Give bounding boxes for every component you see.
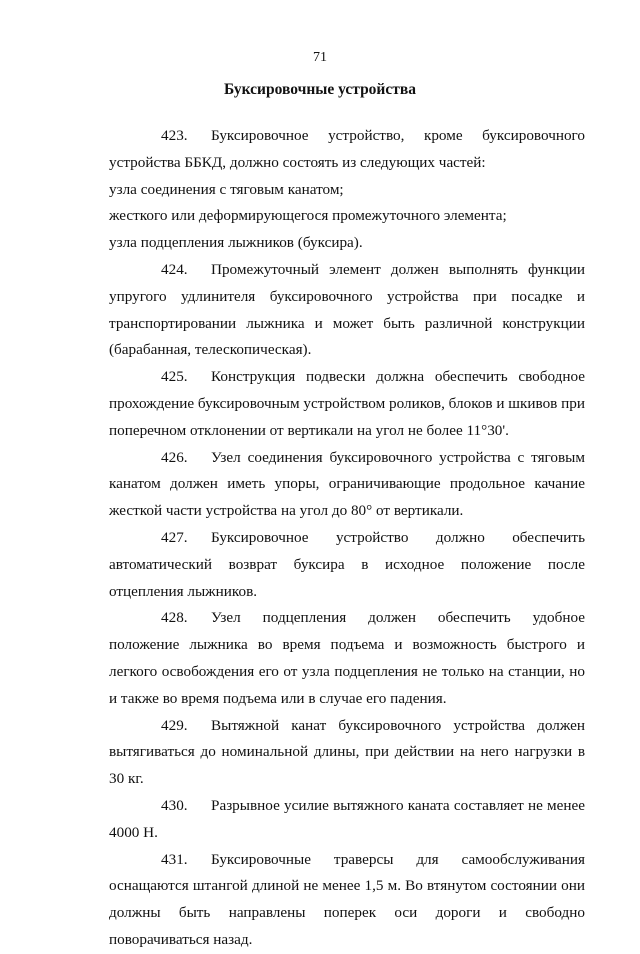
paragraph-number: 425. [161,368,188,386]
paragraph-text: Конструкция подвески должна обеспечить свободное прохождение буксировочным устройством роликов, блоков и шкивов при поперечном отклонении от вертикали на угол не более 11°30'. [109,368,585,439]
paragraph-text: Буксировочные траверсы для самообслуживания оснащаются штангой длиной не менее 1,5 м. Во втянутом состоянии они должны быть направлены поперек оси дороги и свободно поворачиваться назад. [109,850,585,948]
section-heading: Буксировочные устройства [224,81,416,98]
paragraph-number: 428. [161,609,188,627]
paragraph-text: Буксировочное устройство, кроме буксировочного устройства ББКД, должно состоять из следующих частей: [109,127,585,171]
list-item: жесткого или деформирующегося промежуточного элемента; [109,207,507,225]
paragraph-text: Узел подцепления должен обеспечить удобное положение лыжника во время подъема и возможность быстрого и легкого освобождения его от узла подцепления не только на станции, но и также во время подъема или в случае его падения. [109,609,585,707]
list-item: узла соединения с тяговым канатом; [109,180,344,198]
paragraph-431 [109,847,585,954]
paragraph-426 [109,445,585,525]
list-item: узла подцепления лыжников (буксира). [109,234,363,252]
page-number: 71 [313,50,327,65]
paragraph-number: 430. [161,796,188,814]
document-body [109,123,585,954]
paragraph-429 [109,713,585,793]
paragraph-number: 424. [161,260,188,278]
paragraph-text: Разрывное усилие вытяжного каната составляет не менее 4000 Н. [109,796,585,841]
paragraph-425 [109,364,585,444]
paragraph-text: Буксировочное устройство должно обеспечить автоматический возврат буксира в исходное положение после отцепления лыжников. [109,528,585,600]
paragraph-text: Промежуточный элемент должен выполнять функции упругого удлинителя буксировочного устройства при посадке и транспортировании лыжника и может быть различной конструкции (барабанная, телескопическая). [109,260,585,359]
paragraph-427 [109,525,585,605]
paragraph-number: 429. [161,716,188,734]
paragraph-428 [109,605,585,712]
paragraph-number: 423. [161,127,188,144]
paragraph-text: Вытяжной канат буксировочного устройства должен вытягиваться до номинальной длины, при действии на него нагрузки в 30 кг. [109,716,585,788]
paragraph-number: 431. [161,850,188,868]
paragraph-text: Узел соединения буксировочного устройства с тяговым канатом должен иметь упоры, ограничивающие продольное качание жесткой части устройства на угол до 80° от вертикали. [109,448,585,520]
paragraph-number: 427. [161,528,188,546]
paragraph-424 [109,257,585,364]
paragraph-423 [109,123,585,177]
paragraph-430 [109,793,585,847]
paragraph-number: 426. [161,448,188,466]
